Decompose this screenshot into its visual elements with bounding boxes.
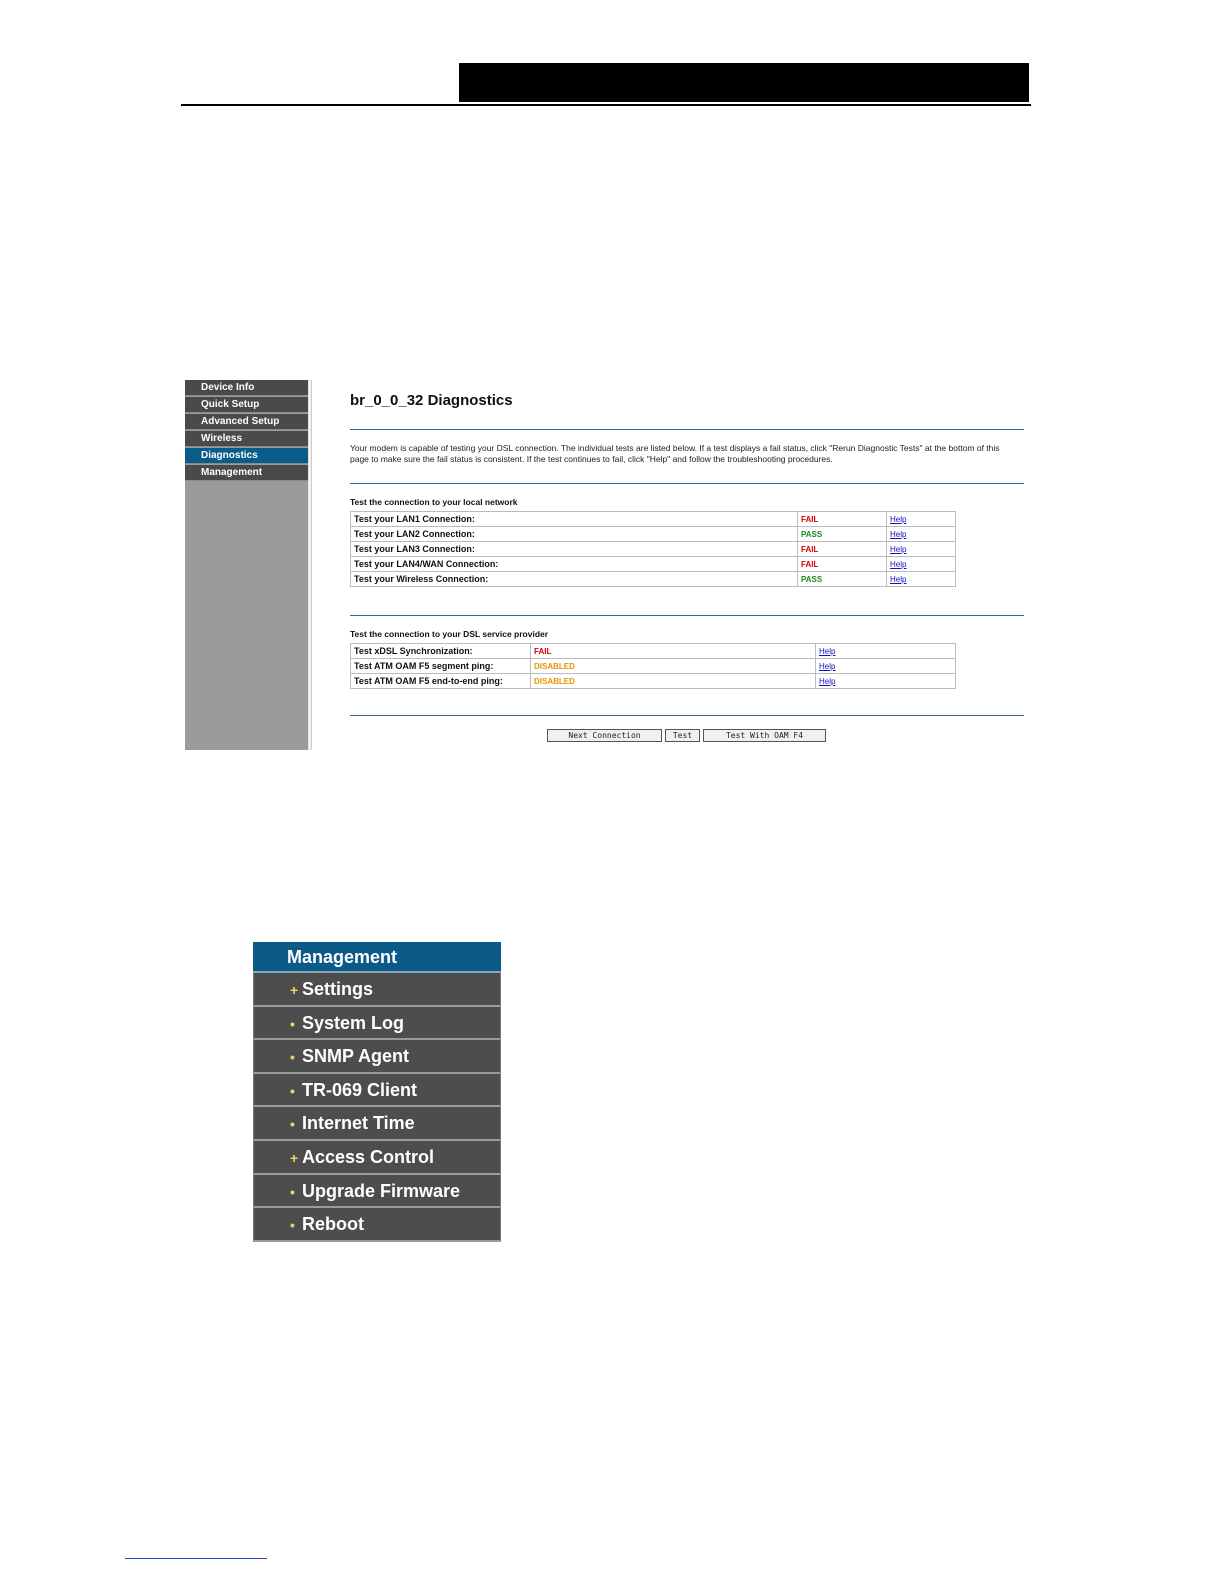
- menu-item-label: TR-069 Client: [302, 1079, 418, 1100]
- status-badge: FAIL: [801, 515, 819, 524]
- sidebar-divider: [308, 380, 312, 750]
- table-row: [351, 557, 956, 572]
- table-row: [351, 674, 956, 689]
- menu-item-upgrade-firmware[interactable]: [253, 1175, 501, 1209]
- management-menu: [253, 942, 501, 1244]
- table-row: [351, 659, 956, 674]
- sidebar: [185, 380, 308, 750]
- dsl-section-title: Test the connection to your DSL service provider: [350, 629, 549, 639]
- test-label: Test your LAN1 Connection:: [351, 512, 798, 527]
- test-with-oam-button[interactable]: Test With OAM F4: [703, 729, 826, 742]
- help-link[interactable]: Help: [890, 575, 907, 584]
- menu-item-access-control[interactable]: [253, 1141, 501, 1175]
- status-badge: DISABLED: [534, 677, 575, 686]
- table-row: [351, 527, 956, 542]
- divider: [350, 715, 1024, 716]
- bullet-icon: •: [290, 1082, 295, 1099]
- footer-link-underline: [125, 1558, 267, 1559]
- status-badge: FAIL: [534, 647, 552, 656]
- diagnostics-screenshot: [185, 380, 1027, 750]
- menu-item-reboot[interactable]: [253, 1208, 501, 1242]
- menu-item-label: Upgrade Firmware: [302, 1180, 461, 1201]
- table-row: [351, 572, 956, 587]
- dsl-table: [350, 643, 956, 689]
- help-link[interactable]: Help: [890, 545, 907, 554]
- menu-item-label: Access Control: [302, 1146, 435, 1167]
- test-label: Test your LAN2 Connection:: [351, 527, 798, 542]
- help-link[interactable]: Help: [819, 647, 836, 656]
- help-link[interactable]: Help: [890, 560, 907, 569]
- help-link[interactable]: Help: [890, 515, 907, 524]
- plus-icon: +: [290, 1149, 299, 1166]
- sidebar-item-device-info[interactable]: Device Info: [185, 380, 308, 396]
- menu-item-label: Internet Time: [302, 1113, 415, 1134]
- menu-item-system-log[interactable]: [253, 1007, 501, 1041]
- menu-item-label: SNMP Agent: [302, 1046, 410, 1067]
- sidebar-item-management[interactable]: Management: [185, 465, 308, 481]
- main-content: [350, 380, 1024, 750]
- status-badge: PASS: [801, 575, 823, 584]
- sidebar-item-advanced-setup[interactable]: Advanced Setup: [185, 414, 308, 430]
- next-connection-button[interactable]: Next Connection: [547, 729, 662, 742]
- menu-item-snmp-agent[interactable]: [253, 1040, 501, 1074]
- divider: [350, 615, 1024, 616]
- status-badge: DISABLED: [534, 662, 575, 671]
- table-row: [351, 542, 956, 557]
- table-row: [351, 512, 956, 527]
- test-label: Test ATM OAM F5 end-to-end ping:: [351, 674, 531, 689]
- help-link[interactable]: Help: [890, 530, 907, 539]
- page-header-rule: [181, 104, 1031, 106]
- test-label: Test ATM OAM F5 segment ping:: [351, 659, 531, 674]
- divider: [350, 429, 1024, 430]
- sidebar-item-quick-setup[interactable]: Quick Setup: [185, 397, 308, 413]
- description-text: Your modem is capable of testing your DSL connection. The individual tests are listed below. If a test displays a fail status, click "Rerun Diagnostic Tests" at the bottom of this page to make sure the fail status is consistent. If the test continues to fail, click "Help" and follow the troubleshooting procedures.: [350, 443, 1000, 464]
- help-link[interactable]: Help: [819, 662, 836, 671]
- menu-item-internet-time[interactable]: [253, 1107, 501, 1141]
- sidebar-item-wireless[interactable]: Wireless: [185, 431, 308, 447]
- local-network-table: [350, 511, 956, 587]
- page-title: br_0_0_32 Diagnostics: [350, 392, 513, 409]
- test-label: Test your LAN4/WAN Connection:: [351, 557, 798, 572]
- bullet-icon: •: [290, 1183, 295, 1200]
- menu-item-label: Reboot: [302, 1214, 364, 1235]
- page-header-bar: [459, 63, 1029, 102]
- bullet-icon: •: [290, 1116, 295, 1133]
- test-label: Test your Wireless Connection:: [351, 572, 798, 587]
- local-network-section-title: Test the connection to your local network: [350, 497, 518, 507]
- menu-item-tr069-client[interactable]: [253, 1074, 501, 1108]
- menu-item-label: Settings: [302, 979, 374, 999]
- bullet-icon: •: [290, 1217, 295, 1234]
- management-menu-header[interactable]: Management: [253, 942, 501, 973]
- status-badge: FAIL: [801, 560, 819, 569]
- table-row: [351, 644, 956, 659]
- divider: [350, 483, 1024, 484]
- test-label: Test your LAN3 Connection:: [351, 542, 798, 557]
- test-button[interactable]: Test: [665, 729, 700, 742]
- menu-item-label: System Log: [302, 1012, 405, 1033]
- plus-icon: +: [290, 982, 299, 998]
- help-link[interactable]: Help: [819, 677, 836, 686]
- status-badge: FAIL: [801, 545, 819, 554]
- menu-item-settings[interactable]: [253, 973, 501, 1007]
- sidebar-item-diagnostics[interactable]: Diagnostics: [185, 448, 308, 464]
- bullet-icon: •: [290, 1049, 295, 1066]
- test-label: Test xDSL Synchronization:: [351, 644, 531, 659]
- bullet-icon: •: [290, 1015, 295, 1032]
- button-bar: [547, 729, 829, 747]
- status-badge: PASS: [801, 530, 823, 539]
